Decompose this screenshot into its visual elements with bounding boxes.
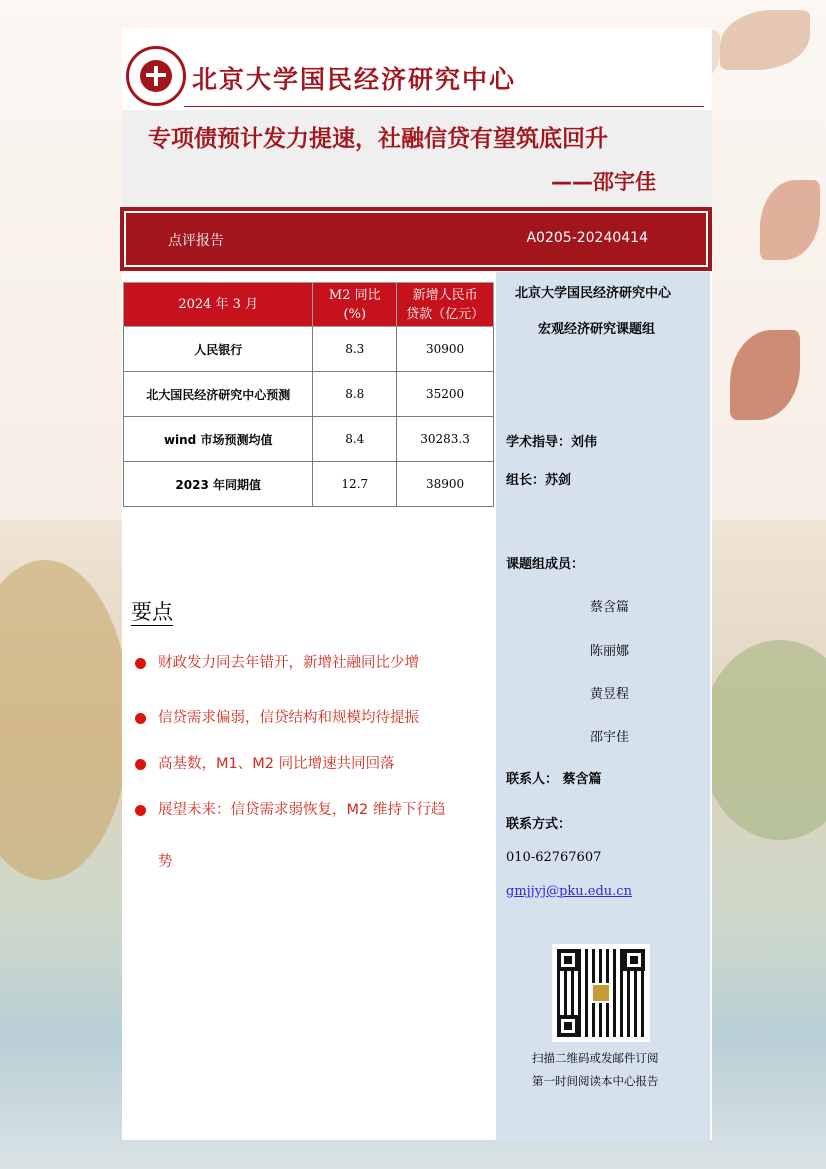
sidebar-advisor: 学术指导：刘伟 [506,435,598,450]
bullet-icon [135,713,146,724]
sidebar-org: 北京大学国民经济研究中心 [515,286,672,301]
qr-finder-icon [557,949,579,971]
col-header-m2: M2 同比 (%) [313,283,397,327]
sidebar-group: 宏观经济研究课题组 [538,322,656,337]
point-text: 高基数，M1、M2 同比增速共同回落 [158,756,395,772]
qr-pattern [557,949,645,1037]
list-item [135,751,495,778]
loans-value: 38900 [397,462,494,507]
member-name: 邵宇佳 [590,730,630,745]
sidebar-leader: 组长：苏剑 [506,473,572,488]
list-item [135,797,495,876]
list-item [135,650,495,677]
contact-person: 联系人： 蔡含篇 [506,772,602,787]
member-name: 蔡含篇 [590,600,630,615]
qr-caption: 第一时间阅读本中心报告 [532,1074,659,1088]
qr-logo-icon [591,983,611,1003]
contact-email-link[interactable]: gmjjyj@pku.edu.cn [506,884,632,899]
report-info-frame [124,211,708,267]
forecast-table [123,282,494,507]
point-text: 展望未来：信贷需求弱恢复，M2 维持下行趋 [158,802,446,818]
row-label: 2023 年同期值 [124,462,313,507]
member-name: 黄昱程 [590,687,630,702]
qr-caption: 扫描二维码或发邮件订阅 [532,1051,659,1065]
table-row [124,462,494,507]
point-text: 财政发力同去年错开，新增社融同比少增 [158,655,419,671]
seal-emblem-icon [140,60,172,92]
m2-value: 8.8 [313,372,397,417]
table-row [124,372,494,417]
qr-finder-icon [623,949,645,971]
qr-finder-icon [557,1015,579,1037]
report-code: A0205-20240414 [526,230,648,246]
report-type: 点评报告 [168,233,224,249]
m2-value: 8.3 [313,327,397,372]
report-author: ——邵宇佳 [551,170,656,194]
header-divider [184,106,704,107]
row-label: 人民银行 [124,327,313,372]
col-header-loans: 新增人民币 贷款（亿元） [397,283,494,327]
m2-value: 12.7 [313,462,397,507]
key-points-heading: 要点 [131,600,173,624]
report-title: 专项债预计发力提速，社融信贷有望筑底回升 [148,126,608,152]
table-row [124,417,494,462]
report-info-bar [120,207,712,271]
contact-phone: 010-62767607 [506,850,602,865]
contact-label: 联系方式： [506,817,572,832]
sidebar-members-label: 课题组成员： [506,557,585,572]
col-header-period: 2024 年 3 月 [124,283,313,327]
row-label: wind 市场预测均值 [124,417,313,462]
loans-value: 35200 [397,372,494,417]
loans-value: 30900 [397,327,494,372]
point-text: 信贷需求偏弱，信贷结构和规模均待提振 [158,710,419,726]
table-header-row [124,283,494,327]
bullet-icon [135,805,146,816]
m2-value: 8.4 [313,417,397,462]
member-name: 陈丽娜 [590,644,630,659]
subscription-qr-code[interactable] [552,944,650,1042]
key-points-list [135,650,495,876]
loans-value: 30283.3 [397,417,494,462]
university-seal-logo [126,46,186,106]
point-text-continued: 势 [158,854,173,870]
bullet-icon [135,658,146,669]
list-item [135,705,495,732]
org-name: 北京大学国民经济研究中心 [192,65,517,94]
row-label: 北大国民经济研究中心预测 [124,372,313,417]
table-row [124,327,494,372]
bullet-icon [135,759,146,770]
